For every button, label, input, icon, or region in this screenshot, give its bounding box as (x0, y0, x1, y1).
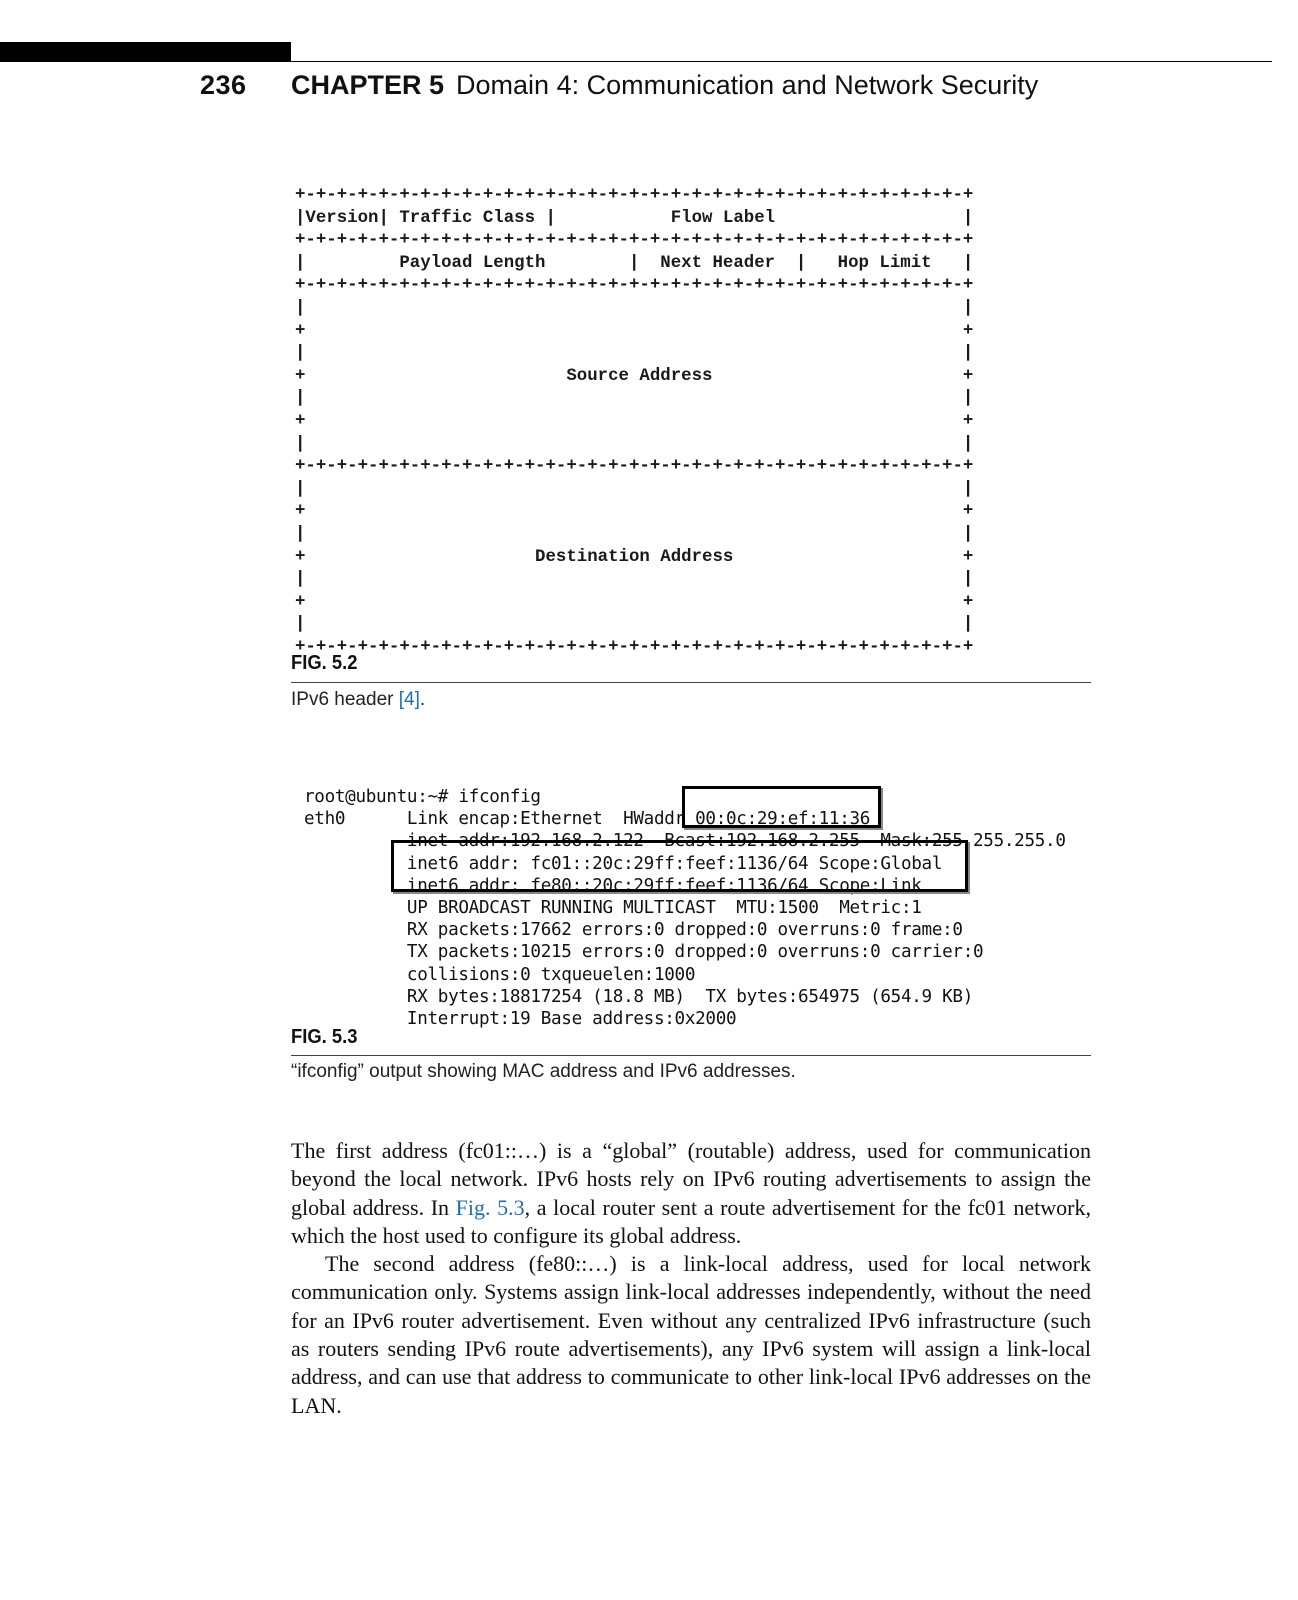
terminal-line: collisions:0 txqueuelen:1000 (304, 964, 696, 985)
diagram-line: | | (295, 479, 974, 499)
diagram-line: | | (295, 434, 974, 454)
header-bar (0, 42, 291, 62)
terminal-line: Interrupt:19 Base address:0x2000 (304, 1009, 737, 1030)
header-rule (291, 61, 1272, 62)
diagram-line: +-+-+-+-+-+-+-+-+-+-+-+-+-+-+-+-+-+-+-+-+-+-+-+-+-+-+-+-+-+-+-+-+ (295, 231, 974, 251)
ipv6-header-diagram (295, 185, 973, 659)
ipv6-addresses-highlight-box (391, 840, 968, 892)
terminal-line: UP BROADCAST RUNNING MULTICAST MTU:1500 Metric:1 (304, 898, 922, 919)
terminal-line: RX bytes:18817254 (18.8 MB) TX bytes:654975 (654.9 KB) (304, 986, 974, 1007)
mac-address-highlight-box (682, 786, 881, 828)
diagram-line: +-+-+-+-+-+-+-+-+-+-+-+-+-+-+-+-+-+-+-+-+-+-+-+-+-+-+-+-+-+-+-+-+ (295, 637, 974, 657)
body-text (291, 1137, 1091, 1420)
diagram-line: +-+-+-+-+-+-+-+-+-+-+-+-+-+-+-+-+-+-+-+-+-+-+-+-+-+-+-+-+-+-+-+-+ (295, 186, 974, 205)
terminal-line: eth0 Link encap:Ethernet HWaddr 00:0c:29:ef:11:36 (304, 809, 871, 830)
figure-5-3-rule (291, 1055, 1091, 1056)
diagram-line: + + (295, 592, 974, 612)
terminal-line: TX packets:10215 errors:0 dropped:0 overruns:0 carrier:0 (304, 942, 984, 963)
terminal-line: inet6 addr: fc01::20c:29ff:feef:1136/64 Scope:Global (304, 853, 943, 874)
paragraph-2: The second address (fe80::…) is a link-local address, used for local network communication only. Systems assign link-local addresses independently, without the need for an IPv6 router advertisement. Even without any centralized IPv6 infrastructure (such as routers sending IPv6 route advertisements), any IPv6 system will assign a link-local address, and can use that address to communicate to other link-local IPv6 addresses on the LAN. (291, 1251, 1091, 1418)
figure-5-2-rule (291, 682, 1091, 683)
page-number: 236 (200, 70, 247, 100)
figure-link[interactable]: Fig. 5.3 (455, 1194, 525, 1220)
diagram-line: | | (295, 570, 974, 590)
figure-5-2-caption (291, 689, 425, 711)
terminal-line: inet6 addr: fe80::20c:29ff:feef:1136/64 Scope:Link (304, 875, 922, 896)
diagram-line: | | (295, 524, 974, 544)
diagram-line: + + (295, 411, 974, 431)
diagram-line: | | (295, 615, 974, 635)
paragraph-1-text-start: The first address (fc01::…) is a “global” (routable) address, used for communication beyond the local network. IPv6 hosts rely on IPv6 routing advertisements to assign the global address. In (291, 1138, 1091, 1220)
figure-5-2-label: FIG. 5.2 (291, 652, 358, 674)
diagram-line: +-+-+-+-+-+-+-+-+-+-+-+-+-+-+-+-+-+-+-+-+-+-+-+-+-+-+-+-+-+-+-+-+ (295, 457, 974, 477)
diagram-line: |Version| Traffic Class | Flow Label | (295, 208, 974, 228)
diagram-line: + + (295, 321, 974, 341)
figure-5-2-caption-end: . (419, 689, 426, 710)
reference-link[interactable]: [4] (398, 689, 420, 710)
figure-5-2-caption-text: IPv6 header (291, 689, 399, 710)
chapter-label: CHAPTER 5 (291, 70, 445, 100)
diagram-line: + Source Address + (295, 366, 974, 386)
diagram-line: +-+-+-+-+-+-+-+-+-+-+-+-+-+-+-+-+-+-+-+-+-+-+-+-+-+-+-+-+-+-+-+-+ (295, 276, 974, 296)
figure-5-3-label: FIG. 5.3 (291, 1026, 358, 1048)
terminal-line: root@ubuntu:~# ifconfig (304, 787, 541, 807)
diagram-line: + Destination Address + (295, 547, 974, 567)
diagram-line: | | (295, 389, 974, 409)
figure-5-3-caption: “ifconfig” output showing MAC address and IPv6 addresses. (291, 1061, 796, 1082)
chapter-heading (291, 70, 1038, 101)
paragraph-1 (291, 1137, 1091, 1250)
paragraph-1-text-end: , a local router sent a route advertisement for the fc01 network, which the host used to configure its global address. (291, 1194, 1091, 1248)
diagram-line: | | (295, 298, 974, 318)
terminal-line: RX packets:17662 errors:0 dropped:0 overruns:0 frame:0 (304, 920, 963, 941)
terminal-line: inet addr:192.168.2.122 Bcast:192.168.2.255 Mask:255.255.255.0 (304, 831, 1066, 852)
chapter-title: Domain 4: Communication and Network Security (456, 70, 1039, 100)
diagram-line: | Payload Length | Next Header | Hop Limit | (295, 253, 974, 273)
diagram-line: + + (295, 502, 974, 522)
diagram-line: | | (295, 344, 974, 364)
